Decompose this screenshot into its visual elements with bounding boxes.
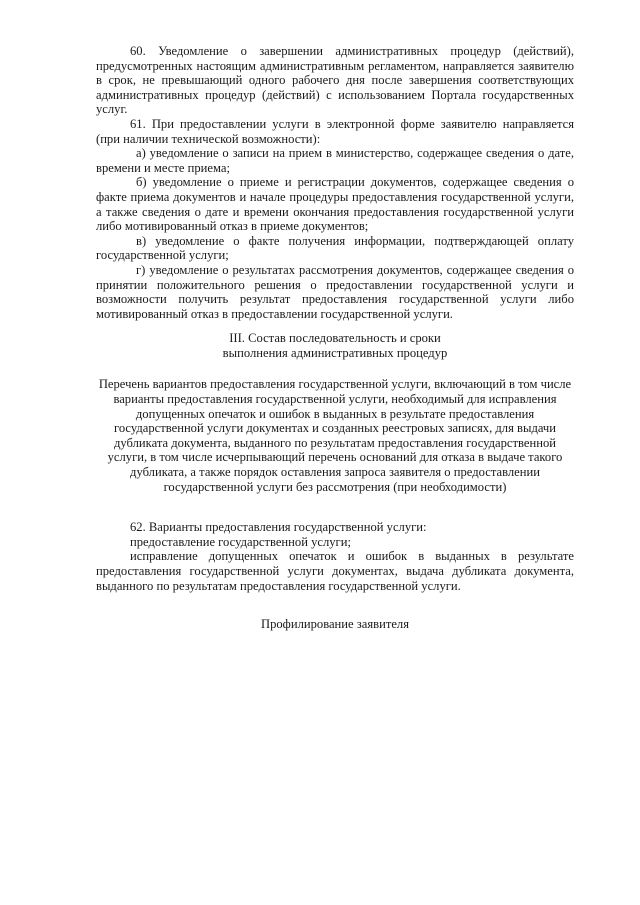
- paragraph-61-b: б) уведомление о приеме и регистрации документов, содержащее сведения о факте приема документов и начале процедуры предоставления государственной услуги, а также сведения о дате и времени окончания предоставления государственной услуги либо мотивированный отказ в приеме документов;: [96, 175, 574, 234]
- subsection-title: Перечень вариантов предоставления государственной услуги, включающий в том числе варианты предоставления государственной услуги, необходимый для исправления допущенных опечаток и ошибок в выданных в результате предоставления государственной услуги документах и созданных реестровых записях, для выдачи дубликата документа, выданного по результатам предоставления государственной услуги, в том числе исчерпывающий перечень оснований для отказа в выдаче такого дубликата, а также порядок оставления запроса заявителя о предоставлении государственной услуги без рассмотрения (при необходимости): [98, 377, 572, 494]
- paragraph-60: 60. Уведомление о завершении административных процедур (действий), предусмотренных настоящим административным регламентом, направляется заявителю в срок, не превышающий одного рабочего дня после завершения соответствующих административных процедур (действий) с использованием Портала государственных услуг.: [96, 44, 574, 117]
- paragraph-61-d: г) уведомление о результатах рассмотрения документов, содержащее сведения о принятии положительного решения о предоставлении государственной услуги и возможности получить результат предоставления государственной услуги либо мотивированный отказ в предоставлении государственной услуги.: [96, 262, 574, 321]
- paragraph-62: 62. Варианты предоставления государственной услуги:: [130, 520, 427, 535]
- paragraph-61-c: в) уведомление о факте получения информации, подтверждающей оплату государственной услуги;: [96, 233, 574, 263]
- paragraph-61: 61. При предоставлении услуги в электронной форме заявителю направляется (при наличии технической возможности):: [96, 116, 574, 146]
- section-title-line-2: выполнения административных процедур: [222, 345, 448, 360]
- section-title: [96, 331, 574, 360]
- paragraph-61-a: а) уведомление о записи на прием в министерство, содержащее сведения о дате, времени и месте приема;: [96, 146, 574, 175]
- paragraph-62-variant-2: исправление допущенных опечаток и ошибок в выданных в результате предоставления государственной услуги документах, выдача дубликата документа, выданного по результатам предоставления государственной услуги.: [96, 549, 574, 593]
- document-body: [96, 44, 574, 632]
- section-title-line-1: III. Состав последовательность и сроки: [229, 331, 441, 346]
- paragraph-62-variant-1: предоставление государственной услуги;: [130, 534, 351, 549]
- profile-title: Профилирование заявителя: [260, 617, 409, 632]
